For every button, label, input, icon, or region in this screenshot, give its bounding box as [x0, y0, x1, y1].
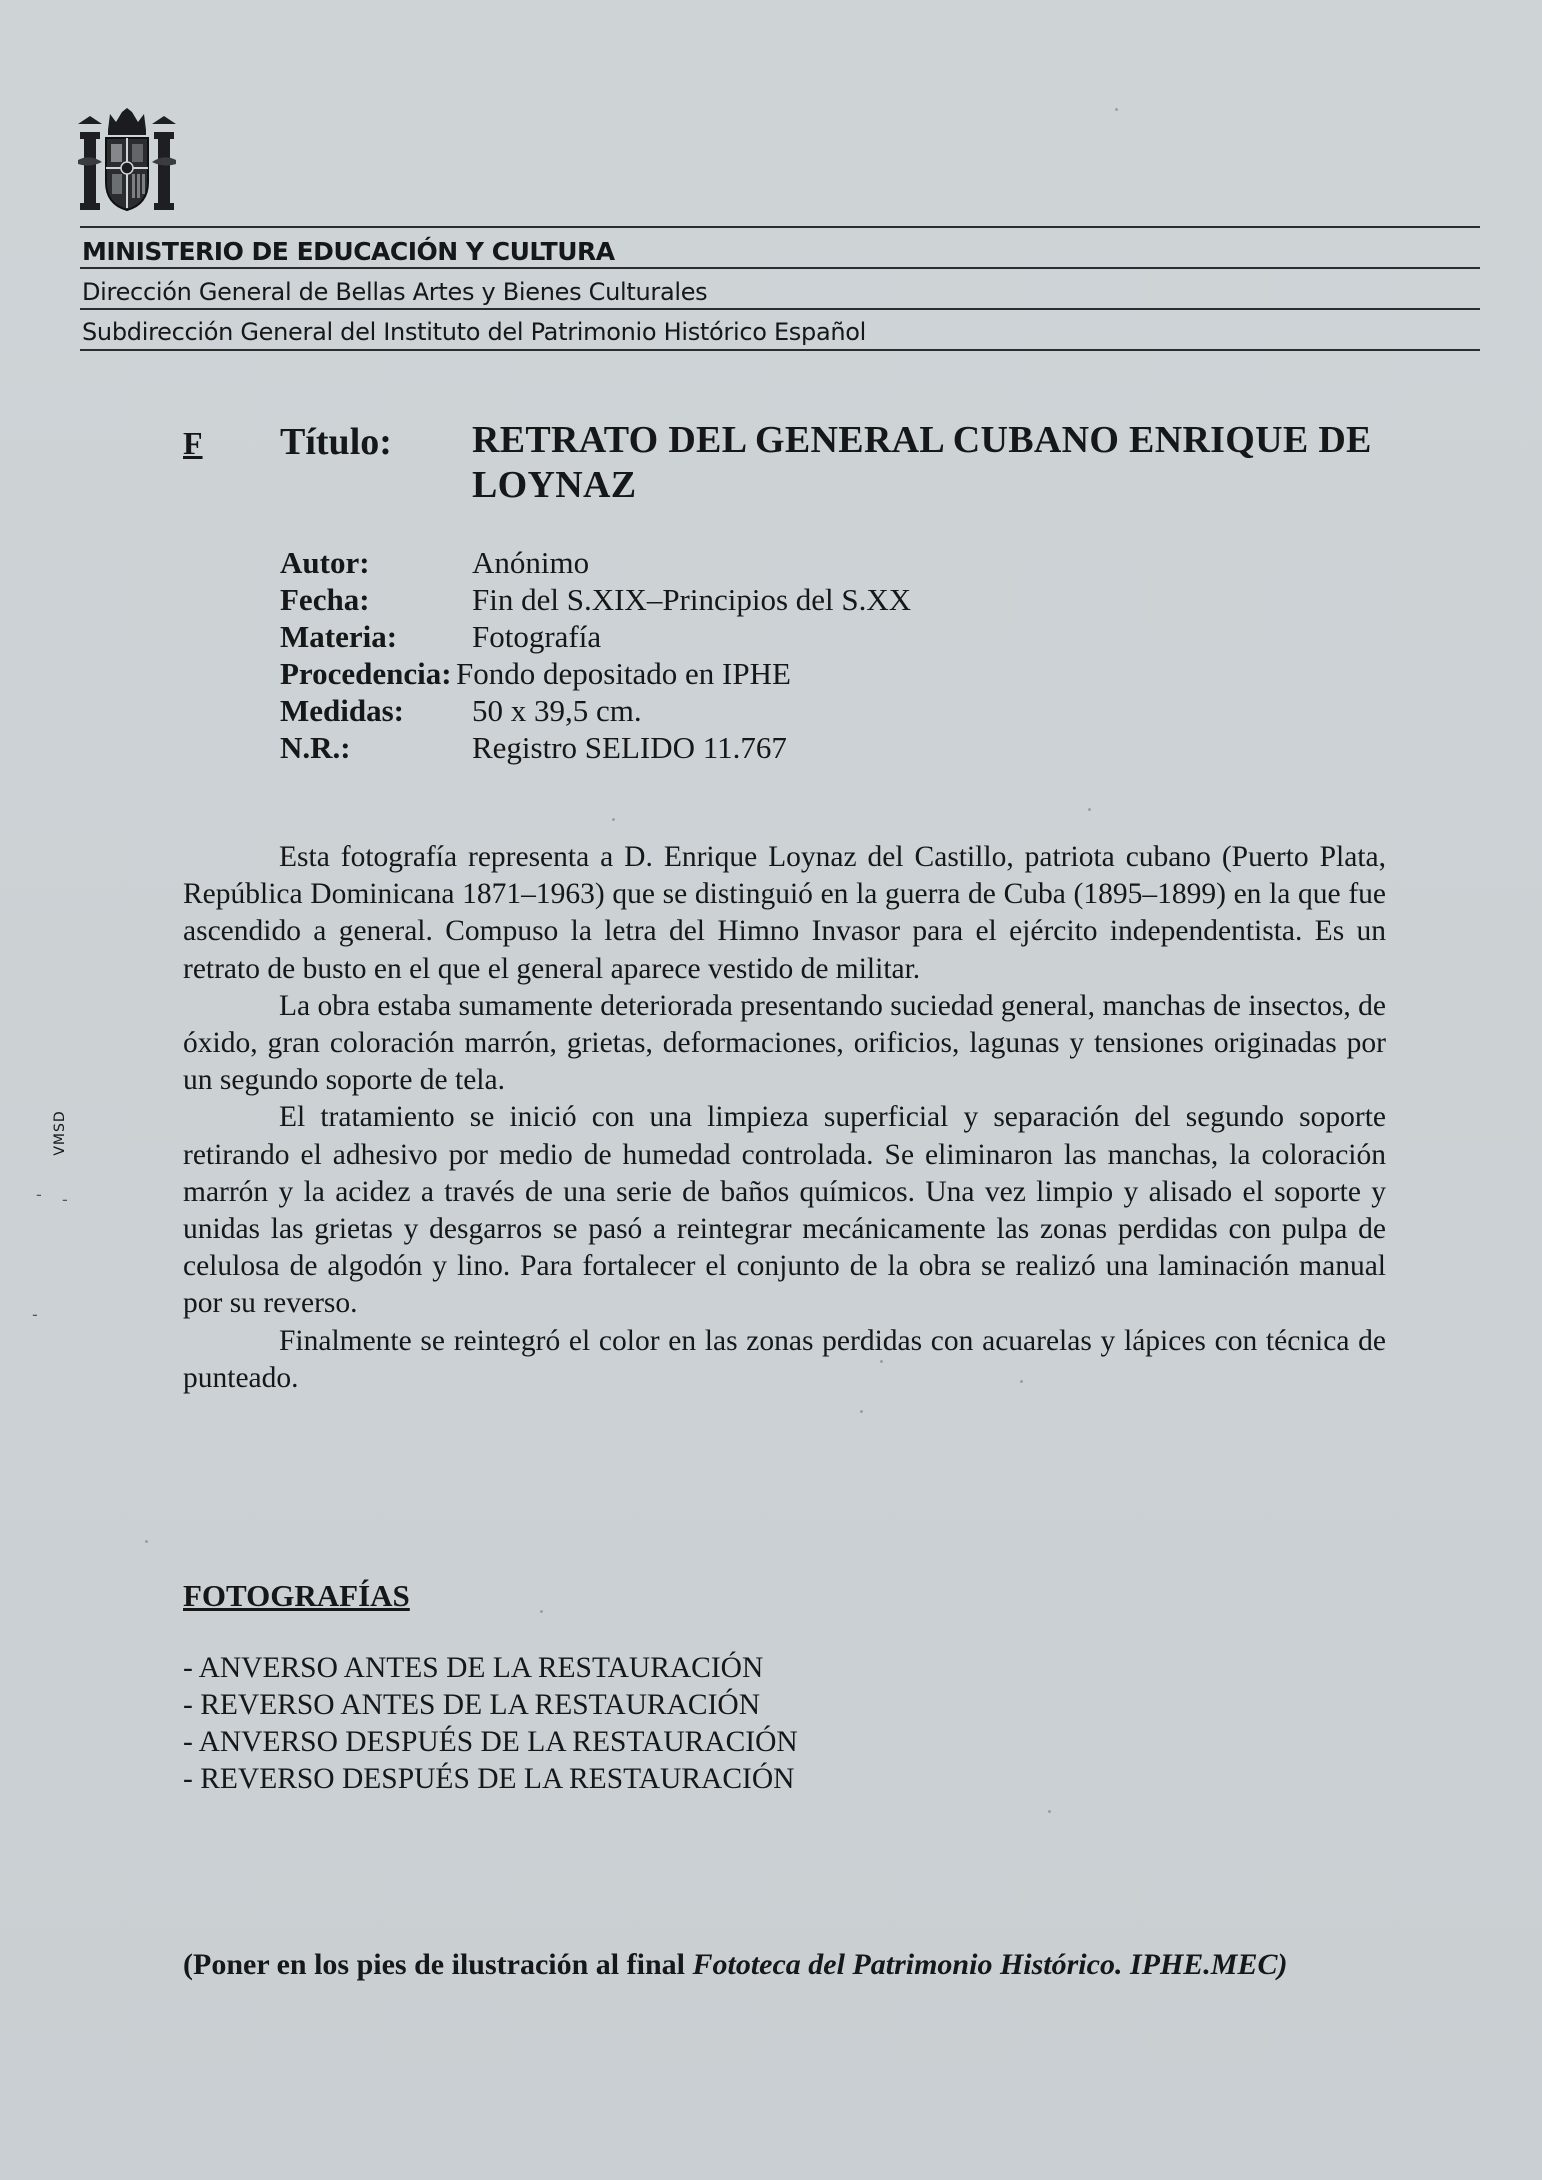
scan-speck: [1115, 108, 1118, 111]
letterhead-rule: [80, 349, 1480, 351]
field-value: Anónimo: [472, 545, 590, 580]
field-value: Registro SELIDO 11.767: [472, 730, 787, 765]
paragraph: El tratamiento se inició con una limpieza superficial y separación del segundo soporte retirando el adhesivo por medio de humedad controlada. Se eliminaron las manchas, la coloración marrón y la acidez a través de una serie de baños químicos. Una vez limpio y alisado el soporte y unidas las grietas y desgarros se pasó a reintegrar mecánicamente las zonas perdidas con pulpa de celulosa de algodón y lino. Para fortalecer el conjunto de la obra se realizó una laminación manual por su reverso.: [183, 1101, 1386, 1320]
field-value: Fondo depositado en IPHE: [456, 656, 791, 691]
field-value: Fotografía: [472, 619, 602, 654]
paragraph: Esta fotografía representa a D. Enrique Loynaz del Castillo, patriota cubano (Puerto Plata, República Dominicana 1871–1963) que se distinguió en la guerra de Cuba (1895–1899) en la que fue ascendido a general. Compuso la letra del Himno Invasor para el ejército independentista. Es un retrato de busto en el que el general aparece vestido de militar.: [183, 841, 1386, 985]
footer-note-italic: Fototeca del Patrimonio Histórico. IPHE.MEC): [692, 1948, 1288, 1981]
margin-mark: -: [36, 1185, 42, 1204]
photos-list: [183, 1650, 798, 1798]
list-item: - REVERSO DESPUÉS DE LA RESTAURACIÓN: [183, 1763, 795, 1795]
margin-mark: -: [32, 1305, 38, 1324]
series-letter: F: [183, 425, 203, 461]
field-label: Medidas:: [280, 693, 404, 728]
scan-speck: [880, 1360, 883, 1363]
subdirectorate-name: Subdirección General del Instituto del Patrimonio Histórico Español: [82, 318, 867, 346]
paragraph: Finalmente se reintegró el color en las zonas perdidas con acuarelas y lápices con técnica de punteado.: [183, 1324, 1386, 1394]
field-label: N.R.:: [280, 730, 351, 765]
footer-note: [183, 1948, 1288, 1982]
photos-heading: FOTOGRAFÍAS: [183, 1578, 410, 1613]
field-label: Fecha:: [280, 582, 370, 617]
ministry-name: MINISTERIO DE EDUCACIÓN Y CULTURA: [82, 237, 615, 266]
field-label: Materia:: [280, 619, 398, 654]
margin-mark: -: [62, 1190, 68, 1209]
list-item: - ANVERSO DESPUÉS DE LA RESTAURACIÓN: [183, 1726, 798, 1758]
scan-speck: [1048, 1810, 1051, 1813]
scan-speck: [612, 818, 615, 821]
letterhead-rule: [80, 267, 1480, 269]
field-value: 50 x 39,5 cm.: [472, 693, 642, 728]
field-label: Autor:: [280, 545, 370, 580]
spanish-coat-of-arms-icon: [76, 108, 178, 216]
title-label: Título:: [280, 421, 392, 463]
list-item: - ANVERSO ANTES DE LA RESTAURACIÓN: [183, 1652, 764, 1684]
scan-speck: [1088, 808, 1091, 811]
letterhead-rule: [80, 308, 1480, 310]
scan-speck: [860, 1410, 863, 1413]
scan-speck: [145, 1540, 148, 1543]
field-value: Fin del S.XIX–Principios del S.XX: [472, 582, 912, 617]
title-value: RETRATO DEL GENERAL CUBANO ENRIQUE DE LOYNAZ: [472, 419, 1372, 506]
scan-speck: [540, 1610, 543, 1613]
side-margin-code: VMSD: [52, 1110, 68, 1156]
scan-speck: [1020, 1380, 1023, 1383]
footer-note-prefix: (Poner en los pies de ilustración al final: [183, 1948, 693, 1981]
directorate-name: Dirección General de Bellas Artes y Bienes Culturales: [82, 278, 708, 306]
list-item: - REVERSO ANTES DE LA RESTAURACIÓN: [183, 1689, 761, 1721]
field-label: Procedencia:: [280, 656, 452, 691]
description-body: [183, 839, 1386, 1397]
letterhead-rule: [80, 226, 1480, 228]
paragraph: La obra estaba sumamente deteriorada presentando suciedad general, manchas de insectos, de óxido, gran coloración marrón, grietas, deformaciones, orificios, lagunas y tensiones originadas por un segundo soporte de tela.: [183, 989, 1386, 1097]
